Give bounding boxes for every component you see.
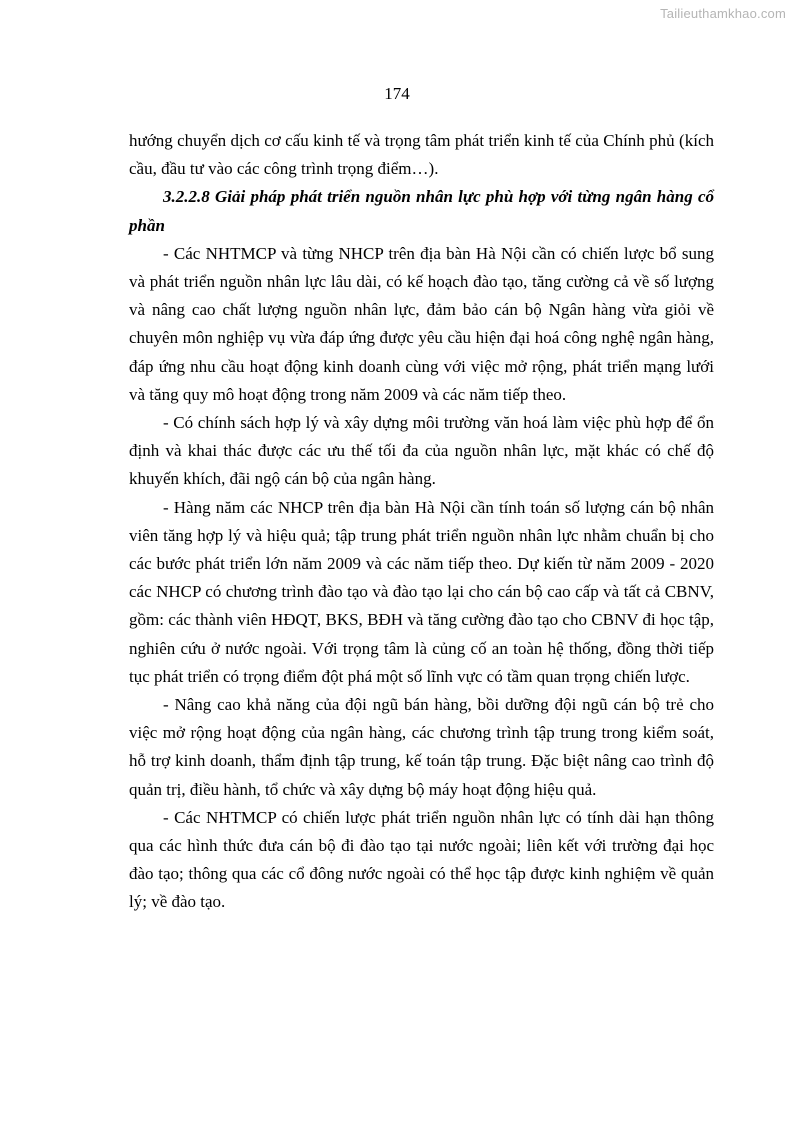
paragraph-continuation: hướng chuyển dịch cơ cấu kinh tế và trọng tâm phát triển kinh tế của Chính phủ (kích cầu, đầu tư vào các công trình trọng điểm…). [129,131,714,179]
page-number: 174 [384,84,410,103]
section-heading: 3.2.2.8 Giải pháp phát triển nguồn nhân lực phù hợp với từng ngân hàng cổ phần [129,187,714,235]
paragraph: - Các NHTMCP và từng NHCP trên địa bàn Hà Nội cần có chiến lược bổ sung và phát triển nguồn nhân lực lâu dài, có kế hoạch đào tạo, tăng cường cả về số lượng và nâng cao chất lượng nguồn nhân lực, đảm bảo cán bộ Ngân hàng vừa giỏi về chuyên môn nghiệp vụ vừa đáp ứng được yêu cầu hiện đại hoá công nghệ ngân hàng, đáp ứng nhu cầu hoạt động kinh doanh cùng với việc mở rộng, phát triển mạng lưới và tăng quy mô hoạt động trong năm 2009 và các năm tiếp theo. [129,243,714,404]
paragraph: - Có chính sách hợp lý và xây dựng môi trường văn hoá làm việc phù hợp để ổn định và khai thác được các ưu thế tối đa của nguồn nhân lực, mặt khác có chế độ khuyến khích, đãi ngộ cán bộ của ngân hàng. [129,413,714,489]
document-body [129,127,714,917]
watermark: Tailieuthamkhao.com [660,6,786,21]
paragraph: - Các NHTMCP có chiến lược phát triển nguồn nhân lực có tính dài hạn thông qua các hình thức đưa cán bộ đi đào tạo tại nước ngoài; liên kết với trường đại học đào tạo; thông qua các cổ đông nước ngoài có thể học tập được kinh nghiệm về quản lý; về đào tạo. [129,807,714,912]
paragraph: - Hàng năm các NHCP trên địa bàn Hà Nội cần tính toán số lượng cán bộ nhân viên tăng hợp lý và hiệu quả; tập trung phát triển nguồn nhân lực nhằm chuẩn bị cho các bước phát triển lớn năm 2009 và các năm tiếp theo. Dự kiến từ năm 2009 - 2020 các NHCP có chương trình đào tạo và đào tạo lại cho cán bộ cao cấp và tất cả CBNV, gồm: các thành viên HĐQT, BKS, BĐH và tăng cường đào tạo cho CBNV đi học tập, nghiên cứu ở nước ngoài. Với trọng tâm là củng cố an toàn hệ thống, đồng thời tiếp tục phát triển có trọng điểm đột phá một số lĩnh vực có tầm quan trọng chiến lược. [129,497,714,686]
paragraph: - Nâng cao khả năng của đội ngũ bán hàng, bồi dưỡng đội ngũ cán bộ trẻ cho việc mở rộng hoạt động của ngân hàng, các chương trình tập trung trong kiểm soát, hỗ trợ kinh doanh, thẩm định tập trung, kế toán tập trung. Đặc biệt nâng cao trình độ quản trị, điều hành, tổ chức và xây dựng bộ máy hoạt động hiệu quả. [129,695,714,799]
